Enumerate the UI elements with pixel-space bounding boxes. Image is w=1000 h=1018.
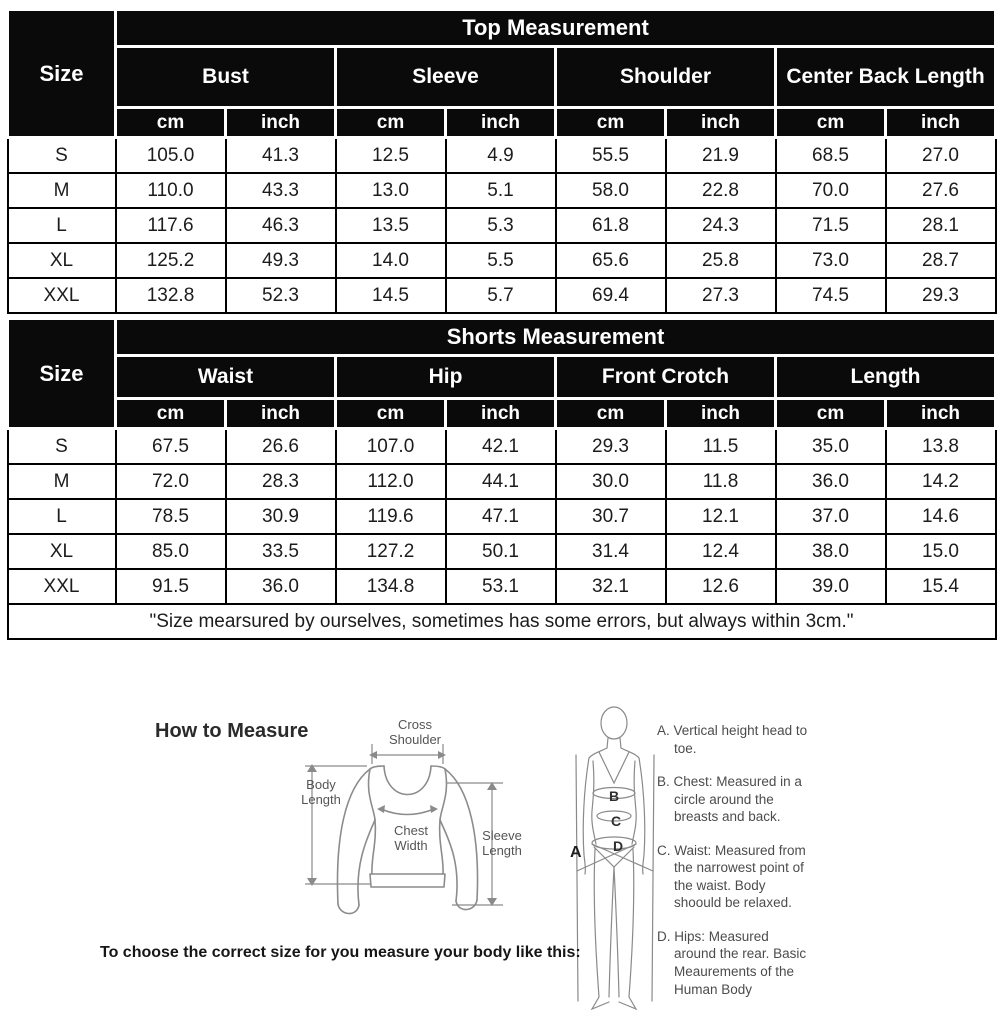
column-group-header-shoulder: Shoulder — [556, 47, 776, 108]
unit-header-inch: inch — [666, 399, 776, 429]
data-cell: 67.5 — [116, 429, 226, 465]
data-cell: 30.0 — [556, 464, 666, 499]
data-cell: 39.0 — [776, 569, 886, 604]
tip-c-label: C. — [657, 842, 671, 858]
unit-header-cm: cm — [556, 108, 666, 138]
tip-d-text: Hips: Measured around the rear. Basic Meaurements of the Human Body — [674, 928, 807, 997]
data-cell: 11.8 — [666, 464, 776, 499]
data-cell: 14.0 — [336, 243, 446, 278]
data-cell: 91.5 — [116, 569, 226, 604]
size-cell: XXL — [8, 569, 116, 604]
tip-b — [657, 773, 809, 826]
data-cell: 73.0 — [776, 243, 886, 278]
data-cell: 110.0 — [116, 173, 226, 208]
top-table-title: Top Measurement — [116, 10, 996, 47]
data-cell: 38.0 — [776, 534, 886, 569]
data-cell: 30.7 — [556, 499, 666, 534]
data-cell: 127.2 — [336, 534, 446, 569]
data-cell: 68.5 — [776, 138, 886, 174]
size-cell: M — [8, 464, 116, 499]
sleeve-length-label: Sleeve Length — [482, 828, 522, 858]
table-row — [8, 10, 996, 47]
data-cell: 12.1 — [666, 499, 776, 534]
data-cell: 36.0 — [226, 569, 336, 604]
data-cell: 30.9 — [226, 499, 336, 534]
data-cell: 15.4 — [886, 569, 996, 604]
data-cell: 12.6 — [666, 569, 776, 604]
data-cell: 117.6 — [116, 208, 226, 243]
data-cell: 13.8 — [886, 429, 996, 465]
table-row — [8, 173, 996, 208]
data-cell: 44.1 — [446, 464, 556, 499]
size-cell: XL — [8, 243, 116, 278]
data-cell: 25.8 — [666, 243, 776, 278]
unit-header-inch: inch — [226, 108, 336, 138]
data-cell: 119.6 — [336, 499, 446, 534]
data-cell: 14.6 — [886, 499, 996, 534]
unit-header-inch: inch — [666, 108, 776, 138]
data-cell: 50.1 — [446, 534, 556, 569]
data-cell: 5.7 — [446, 278, 556, 313]
data-cell: 15.0 — [886, 534, 996, 569]
data-cell: 28.7 — [886, 243, 996, 278]
size-column-header: Size — [8, 10, 116, 138]
tip-a-text: Vertical height head to toe. — [673, 723, 808, 756]
table-row — [8, 208, 996, 243]
table-row — [8, 429, 996, 465]
data-cell: 14.5 — [336, 278, 446, 313]
data-cell: 5.5 — [446, 243, 556, 278]
data-cell: 105.0 — [116, 138, 226, 174]
data-cell: 47.1 — [446, 499, 556, 534]
data-cell: 4.9 — [446, 138, 556, 174]
sizing-instruction: To choose the correct size for you measure your body like this: — [100, 944, 581, 961]
size-cell: L — [8, 208, 116, 243]
chest-width-label: Chest Width — [394, 823, 428, 853]
data-cell: 35.0 — [776, 429, 886, 465]
data-cell: 37.0 — [776, 499, 886, 534]
data-cell: 13.0 — [336, 173, 446, 208]
data-cell: 55.5 — [556, 138, 666, 174]
data-cell: 61.8 — [556, 208, 666, 243]
data-cell: 5.1 — [446, 173, 556, 208]
unit-header-cm: cm — [776, 108, 886, 138]
data-cell: 78.5 — [116, 499, 226, 534]
data-cell: 29.3 — [556, 429, 666, 465]
data-cell: 58.0 — [556, 173, 666, 208]
unit-header-inch: inch — [886, 399, 996, 429]
unit-header-cm: cm — [336, 399, 446, 429]
data-cell: 41.3 — [226, 138, 336, 174]
tip-d-label: D. — [657, 928, 671, 944]
top-measurement-table — [6, 8, 997, 314]
size-cell: XXL — [8, 278, 116, 313]
table-row — [8, 278, 996, 313]
data-cell: 12.5 — [336, 138, 446, 174]
data-cell: 125.2 — [116, 243, 226, 278]
column-group-header-waist: Waist — [116, 356, 336, 399]
data-cell: 26.6 — [226, 429, 336, 465]
shorts-measurement-table — [6, 317, 997, 640]
table-row — [8, 569, 996, 604]
data-cell: 24.3 — [666, 208, 776, 243]
data-cell: 11.5 — [666, 429, 776, 465]
data-cell: 5.3 — [446, 208, 556, 243]
data-cell: 29.3 — [886, 278, 996, 313]
data-cell: 69.4 — [556, 278, 666, 313]
unit-header-cm: cm — [116, 399, 226, 429]
shorts-table-title: Shorts Measurement — [116, 319, 996, 356]
measurement-note: "Size mearsured by ourselves, sometimes has some errors, but always within 3cm." — [8, 604, 996, 639]
data-cell: 31.4 — [556, 534, 666, 569]
column-group-header-hip: Hip — [336, 356, 556, 399]
cross-shoulder-label: Cross Shoulder — [388, 717, 442, 747]
data-cell: 107.0 — [336, 429, 446, 465]
data-cell: 27.6 — [886, 173, 996, 208]
data-cell: 32.1 — [556, 569, 666, 604]
data-cell: 52.3 — [226, 278, 336, 313]
table-row — [8, 604, 996, 639]
tip-c — [657, 842, 809, 912]
tip-b-text: Chest: Measured in a circle around the breasts and back. — [673, 774, 802, 825]
data-cell: 70.0 — [776, 173, 886, 208]
unit-header-cm: cm — [336, 108, 446, 138]
data-cell: 49.3 — [226, 243, 336, 278]
column-group-header-bust: Bust — [116, 47, 336, 108]
data-cell: 36.0 — [776, 464, 886, 499]
data-cell: 27.3 — [666, 278, 776, 313]
body-length-label: Body Length — [301, 777, 341, 807]
unit-header-inch: inch — [226, 399, 336, 429]
measure-tips — [657, 722, 809, 1014]
tip-b-label: B. — [657, 774, 670, 790]
tip-a — [657, 722, 809, 757]
data-cell: 22.8 — [666, 173, 776, 208]
data-cell: 85.0 — [116, 534, 226, 569]
column-group-header-sleeve: Sleeve — [336, 47, 556, 108]
data-cell: 46.3 — [226, 208, 336, 243]
unit-header-cm: cm — [776, 399, 886, 429]
column-group-header-center-back-length: Center Back Length — [776, 47, 996, 108]
data-cell: 53.1 — [446, 569, 556, 604]
figure-label-b: B — [609, 788, 620, 804]
unit-header-inch: inch — [446, 108, 556, 138]
unit-header-inch: inch — [886, 108, 996, 138]
size-cell: L — [8, 499, 116, 534]
table-row — [8, 47, 996, 108]
data-cell: 14.2 — [886, 464, 996, 499]
table-row — [8, 499, 996, 534]
how-to-measure-heading: How to Measure — [155, 720, 309, 742]
table-row — [8, 138, 996, 174]
data-cell: 132.8 — [116, 278, 226, 313]
data-cell: 28.1 — [886, 208, 996, 243]
data-cell: 65.6 — [556, 243, 666, 278]
table-row — [8, 243, 996, 278]
table-row — [8, 319, 996, 356]
data-cell: 42.1 — [446, 429, 556, 465]
figure-label-a: A — [570, 844, 582, 861]
table-row — [8, 464, 996, 499]
data-cell: 28.3 — [226, 464, 336, 499]
data-cell: 74.5 — [776, 278, 886, 313]
figure-label-d: D — [613, 838, 624, 854]
tip-c-text: Waist: Measured from the narrowest point of the waist. Body shoould be relaxed. — [674, 842, 806, 911]
size-cell: XL — [8, 534, 116, 569]
data-cell: 33.5 — [226, 534, 336, 569]
data-cell: 13.5 — [336, 208, 446, 243]
table-row — [8, 108, 996, 138]
column-group-header-front-crotch: Front Crotch — [556, 356, 776, 399]
data-cell: 43.3 — [226, 173, 336, 208]
table-row — [8, 534, 996, 569]
data-cell: 27.0 — [886, 138, 996, 174]
data-cell: 72.0 — [116, 464, 226, 499]
data-cell: 134.8 — [336, 569, 446, 604]
table-row — [8, 399, 996, 429]
tip-a-label: A. — [657, 723, 670, 738]
size-cell: S — [8, 429, 116, 465]
unit-header-cm: cm — [116, 108, 226, 138]
data-cell: 12.4 — [666, 534, 776, 569]
data-cell: 71.5 — [776, 208, 886, 243]
unit-header-inch: inch — [446, 399, 556, 429]
column-group-header-length: Length — [776, 356, 996, 399]
figure-label-c: C — [611, 813, 622, 829]
unit-header-cm: cm — [556, 399, 666, 429]
tip-d — [657, 928, 809, 998]
data-cell: 21.9 — [666, 138, 776, 174]
data-cell: 112.0 — [336, 464, 446, 499]
size-column-header: Size — [8, 319, 116, 429]
table-row — [8, 356, 996, 399]
size-cell: M — [8, 173, 116, 208]
size-cell: S — [8, 138, 116, 174]
